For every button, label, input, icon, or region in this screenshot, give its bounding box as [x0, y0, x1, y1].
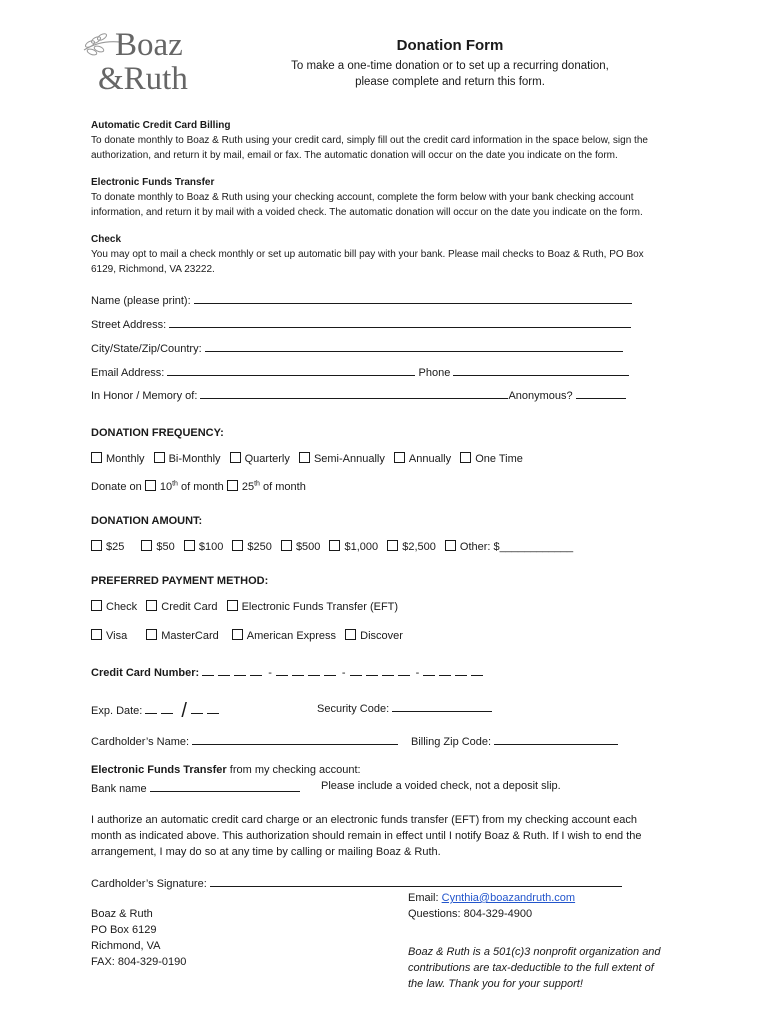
- card-amex-option[interactable]: American Express: [232, 630, 336, 642]
- street-row: [91, 316, 631, 331]
- security-code-field[interactable]: [392, 700, 492, 712]
- payment-heading: PREFERRED PAYMENT METHOD:: [91, 575, 269, 587]
- signature-row: [91, 875, 622, 890]
- method-eft-option[interactable]: Electronic Funds Transfer (EFT): [227, 601, 399, 613]
- check-text: [91, 247, 691, 277]
- eft-line-2: information, and return it by mail with a voided check. The automatic donation will occur on the date you indicate on the form.: [91, 207, 643, 218]
- honor-field[interactable]: [200, 387, 508, 399]
- checkbox[interactable]: [91, 540, 102, 551]
- donate-on-label: Donate on: [91, 481, 142, 493]
- logo-line-boaz: Boaz: [115, 27, 183, 63]
- amount-2500-option[interactable]: $2,500: [387, 541, 436, 553]
- frequency-heading: DONATION FREQUENCY:: [91, 427, 224, 439]
- subtitle-line-2: please complete and return this form.: [355, 76, 545, 88]
- authorization-line-2: month as indicated above. This authorization should remain in effect until I notify Boaz & Ruth. If I wish to end the: [91, 830, 642, 842]
- freq-bimonthly-option[interactable]: Bi-Monthly: [154, 453, 221, 465]
- amount-500-option[interactable]: $500: [281, 541, 320, 553]
- exp-row: [91, 700, 223, 723]
- checkbox[interactable]: [329, 540, 340, 551]
- checkbox[interactable]: [230, 452, 241, 463]
- exp-label: Exp. Date:: [91, 705, 143, 717]
- footer-fax: FAX: 804-329-0190: [91, 956, 187, 968]
- check-line-2: 6129, Richmond, VA 23222.: [91, 264, 215, 275]
- page-subtitle: [262, 58, 638, 90]
- nonprofit-note-line-2: contributions are tax-deductible to the full extent of: [408, 962, 654, 974]
- checkbox[interactable]: [91, 629, 102, 640]
- checkbox[interactable]: [394, 452, 405, 463]
- name-label: Name (please print):: [91, 295, 191, 307]
- amount-other-option[interactable]: Other: $____________: [445, 541, 573, 553]
- billing-zip-row: [411, 733, 618, 748]
- bank-name-row: [91, 780, 300, 795]
- exp-date-field[interactable]: /: [145, 705, 223, 717]
- amount-1000-option[interactable]: $1,000: [329, 541, 378, 553]
- checkbox[interactable]: [460, 452, 471, 463]
- checkbox[interactable]: [154, 452, 165, 463]
- checkbox[interactable]: [387, 540, 398, 551]
- day-10-option[interactable]: 10th of month: [145, 481, 224, 493]
- page-title: Donation Form: [396, 37, 504, 54]
- credit-billing-heading: Automatic Credit Card Billing: [91, 120, 231, 131]
- eft-line-1: To donate monthly to Boaz & Ruth using your checking account, complete the form below with your bank checking account: [91, 192, 634, 203]
- city-field[interactable]: [205, 340, 623, 352]
- card-discover-option[interactable]: Discover: [345, 630, 403, 642]
- checkbox[interactable]: [232, 629, 243, 640]
- payment-methods: [91, 600, 404, 613]
- bank-name-label: Bank name: [91, 783, 147, 795]
- checkbox[interactable]: [227, 480, 238, 491]
- authorization-line-1: I authorize an automatic credit card charge or an electronic funds transfer (EFT) from my checking account each: [91, 814, 637, 826]
- amount-25-option[interactable]: $25: [91, 541, 124, 553]
- amount-heading: DONATION AMOUNT:: [91, 515, 203, 527]
- eft-block-heading: Electronic Funds Transfer: [91, 764, 227, 776]
- method-check-option[interactable]: Check: [91, 601, 137, 613]
- freq-monthly-option[interactable]: Monthly: [91, 453, 145, 465]
- phone-label: Phone: [418, 367, 451, 379]
- honor-row: [91, 387, 626, 402]
- authorization-line-3: arrangement, I may do so at any time by calling or mailing Boaz & Ruth.: [91, 846, 441, 858]
- mailing-address: [91, 906, 186, 970]
- checkbox[interactable]: [232, 540, 243, 551]
- contact-info: [408, 890, 575, 922]
- check-line-1: You may opt to mail a check monthly or set up automatic bill pay with your bank. Please mail checks to Boaz & Ruth, PO Box: [91, 249, 644, 260]
- amount-100-option[interactable]: $100: [184, 541, 223, 553]
- checkbox[interactable]: [146, 629, 157, 640]
- checkbox[interactable]: [145, 480, 156, 491]
- card-mastercard-option[interactable]: MasterCard: [146, 630, 218, 642]
- freq-onetime-option[interactable]: One Time: [460, 453, 523, 465]
- card-visa-option[interactable]: Visa: [91, 630, 127, 642]
- day-25-option[interactable]: 25th of month: [227, 481, 306, 493]
- donate-on-row: [91, 480, 306, 493]
- name-field[interactable]: [194, 292, 632, 304]
- security-row: [317, 700, 492, 715]
- amount-250-option[interactable]: $250: [232, 541, 271, 553]
- check-heading: Check: [91, 234, 122, 245]
- footer-org: Boaz & Ruth: [91, 908, 153, 920]
- checkbox[interactable]: [281, 540, 292, 551]
- cardholder-name-label: Cardholder’s Name:: [91, 736, 190, 748]
- nonprofit-note-line-1: Boaz & Ruth is a 501(c)3 nonprofit organization and: [408, 946, 661, 958]
- billing-zip-field[interactable]: [494, 733, 618, 745]
- eft-heading: Electronic Funds Transfer: [91, 177, 215, 188]
- eft-text: [91, 190, 691, 220]
- amount-50-option[interactable]: $50: [141, 541, 174, 553]
- city-row: [91, 340, 623, 355]
- billing-zip-label: Billing Zip Code:: [411, 736, 492, 748]
- credit-billing-line-1: To donate monthly to Boaz & Ruth using your credit card, simply fill out the credit card information in the space below, sign the: [91, 135, 648, 146]
- cardholder-row: [91, 733, 398, 748]
- logo-line-ruth: &Ruth: [98, 61, 188, 97]
- checkbox[interactable]: [91, 452, 102, 463]
- card-number-label: Credit Card Number:: [91, 667, 200, 679]
- checkbox[interactable]: [184, 540, 195, 551]
- frequency-options: [91, 452, 529, 465]
- eft-block-heading-row: [91, 764, 361, 776]
- email-phone-row: [91, 364, 629, 379]
- method-credit-card-option[interactable]: Credit Card: [146, 601, 217, 613]
- boaz-ruth-logo: [80, 22, 230, 100]
- city-label: City/State/Zip/Country:: [91, 343, 202, 355]
- phone-field[interactable]: [453, 364, 629, 376]
- card-number-row: [91, 666, 487, 679]
- street-label: Street Address:: [91, 319, 167, 331]
- nonprofit-note: [408, 944, 661, 992]
- credit-billing-line-2: authorization, and return it by mail, email or fax. The automatic donation will occur on the date you indicate on the form.: [91, 150, 618, 161]
- freq-quarterly-option[interactable]: Quarterly: [230, 453, 290, 465]
- honor-label: In Honor / Memory of:: [91, 390, 198, 402]
- authorization-text: [91, 812, 711, 860]
- email-field[interactable]: [167, 364, 415, 376]
- checkbox[interactable]: [141, 540, 152, 551]
- credit-billing-text: [91, 133, 691, 163]
- checkbox[interactable]: [227, 600, 238, 611]
- name-row: [91, 292, 632, 307]
- footer-po-box: PO Box 6129: [91, 924, 157, 936]
- cardholder-name-field[interactable]: [192, 733, 398, 745]
- checkbox[interactable]: [146, 600, 157, 611]
- card-types: [91, 629, 409, 642]
- bank-name-field[interactable]: [150, 780, 300, 792]
- signature-label: Cardholder’s Signature:: [91, 878, 207, 890]
- subtitle-line-1: To make a one-time donation or to set up a recurring donation,: [291, 60, 609, 72]
- security-label: Security Code:: [317, 703, 390, 715]
- nonprofit-note-line-3: the law. Thank you for your support!: [408, 978, 583, 990]
- freq-annually-option[interactable]: Annually: [394, 453, 451, 465]
- eft-block-heading-rest: from my checking account:: [226, 764, 361, 776]
- footer-city: Richmond, VA: [91, 940, 161, 952]
- email-label: Email Address:: [91, 367, 165, 379]
- signature-field[interactable]: [210, 875, 622, 887]
- checkbox[interactable]: [345, 629, 356, 640]
- amount-options: [91, 540, 579, 553]
- checkbox[interactable]: [299, 452, 310, 463]
- checkbox[interactable]: [91, 600, 102, 611]
- street-field[interactable]: [169, 316, 631, 328]
- anonymous-label: Anonymous?: [508, 390, 573, 402]
- anonymous-field[interactable]: [576, 387, 626, 399]
- footer-questions: Questions: 804-329-4900: [408, 908, 533, 920]
- card-number-field[interactable]: - - -: [202, 667, 487, 679]
- checkbox[interactable]: [445, 540, 456, 551]
- email-link[interactable]: Cynthia@boazandruth.com: [441, 892, 576, 904]
- footer-email-row: Email: Cynthia@boazandruth.com: [408, 892, 576, 904]
- freq-semiannually-option[interactable]: Semi-Annually: [299, 453, 385, 465]
- voided-check-note: Please include a voided check, not a deposit slip.: [321, 780, 561, 792]
